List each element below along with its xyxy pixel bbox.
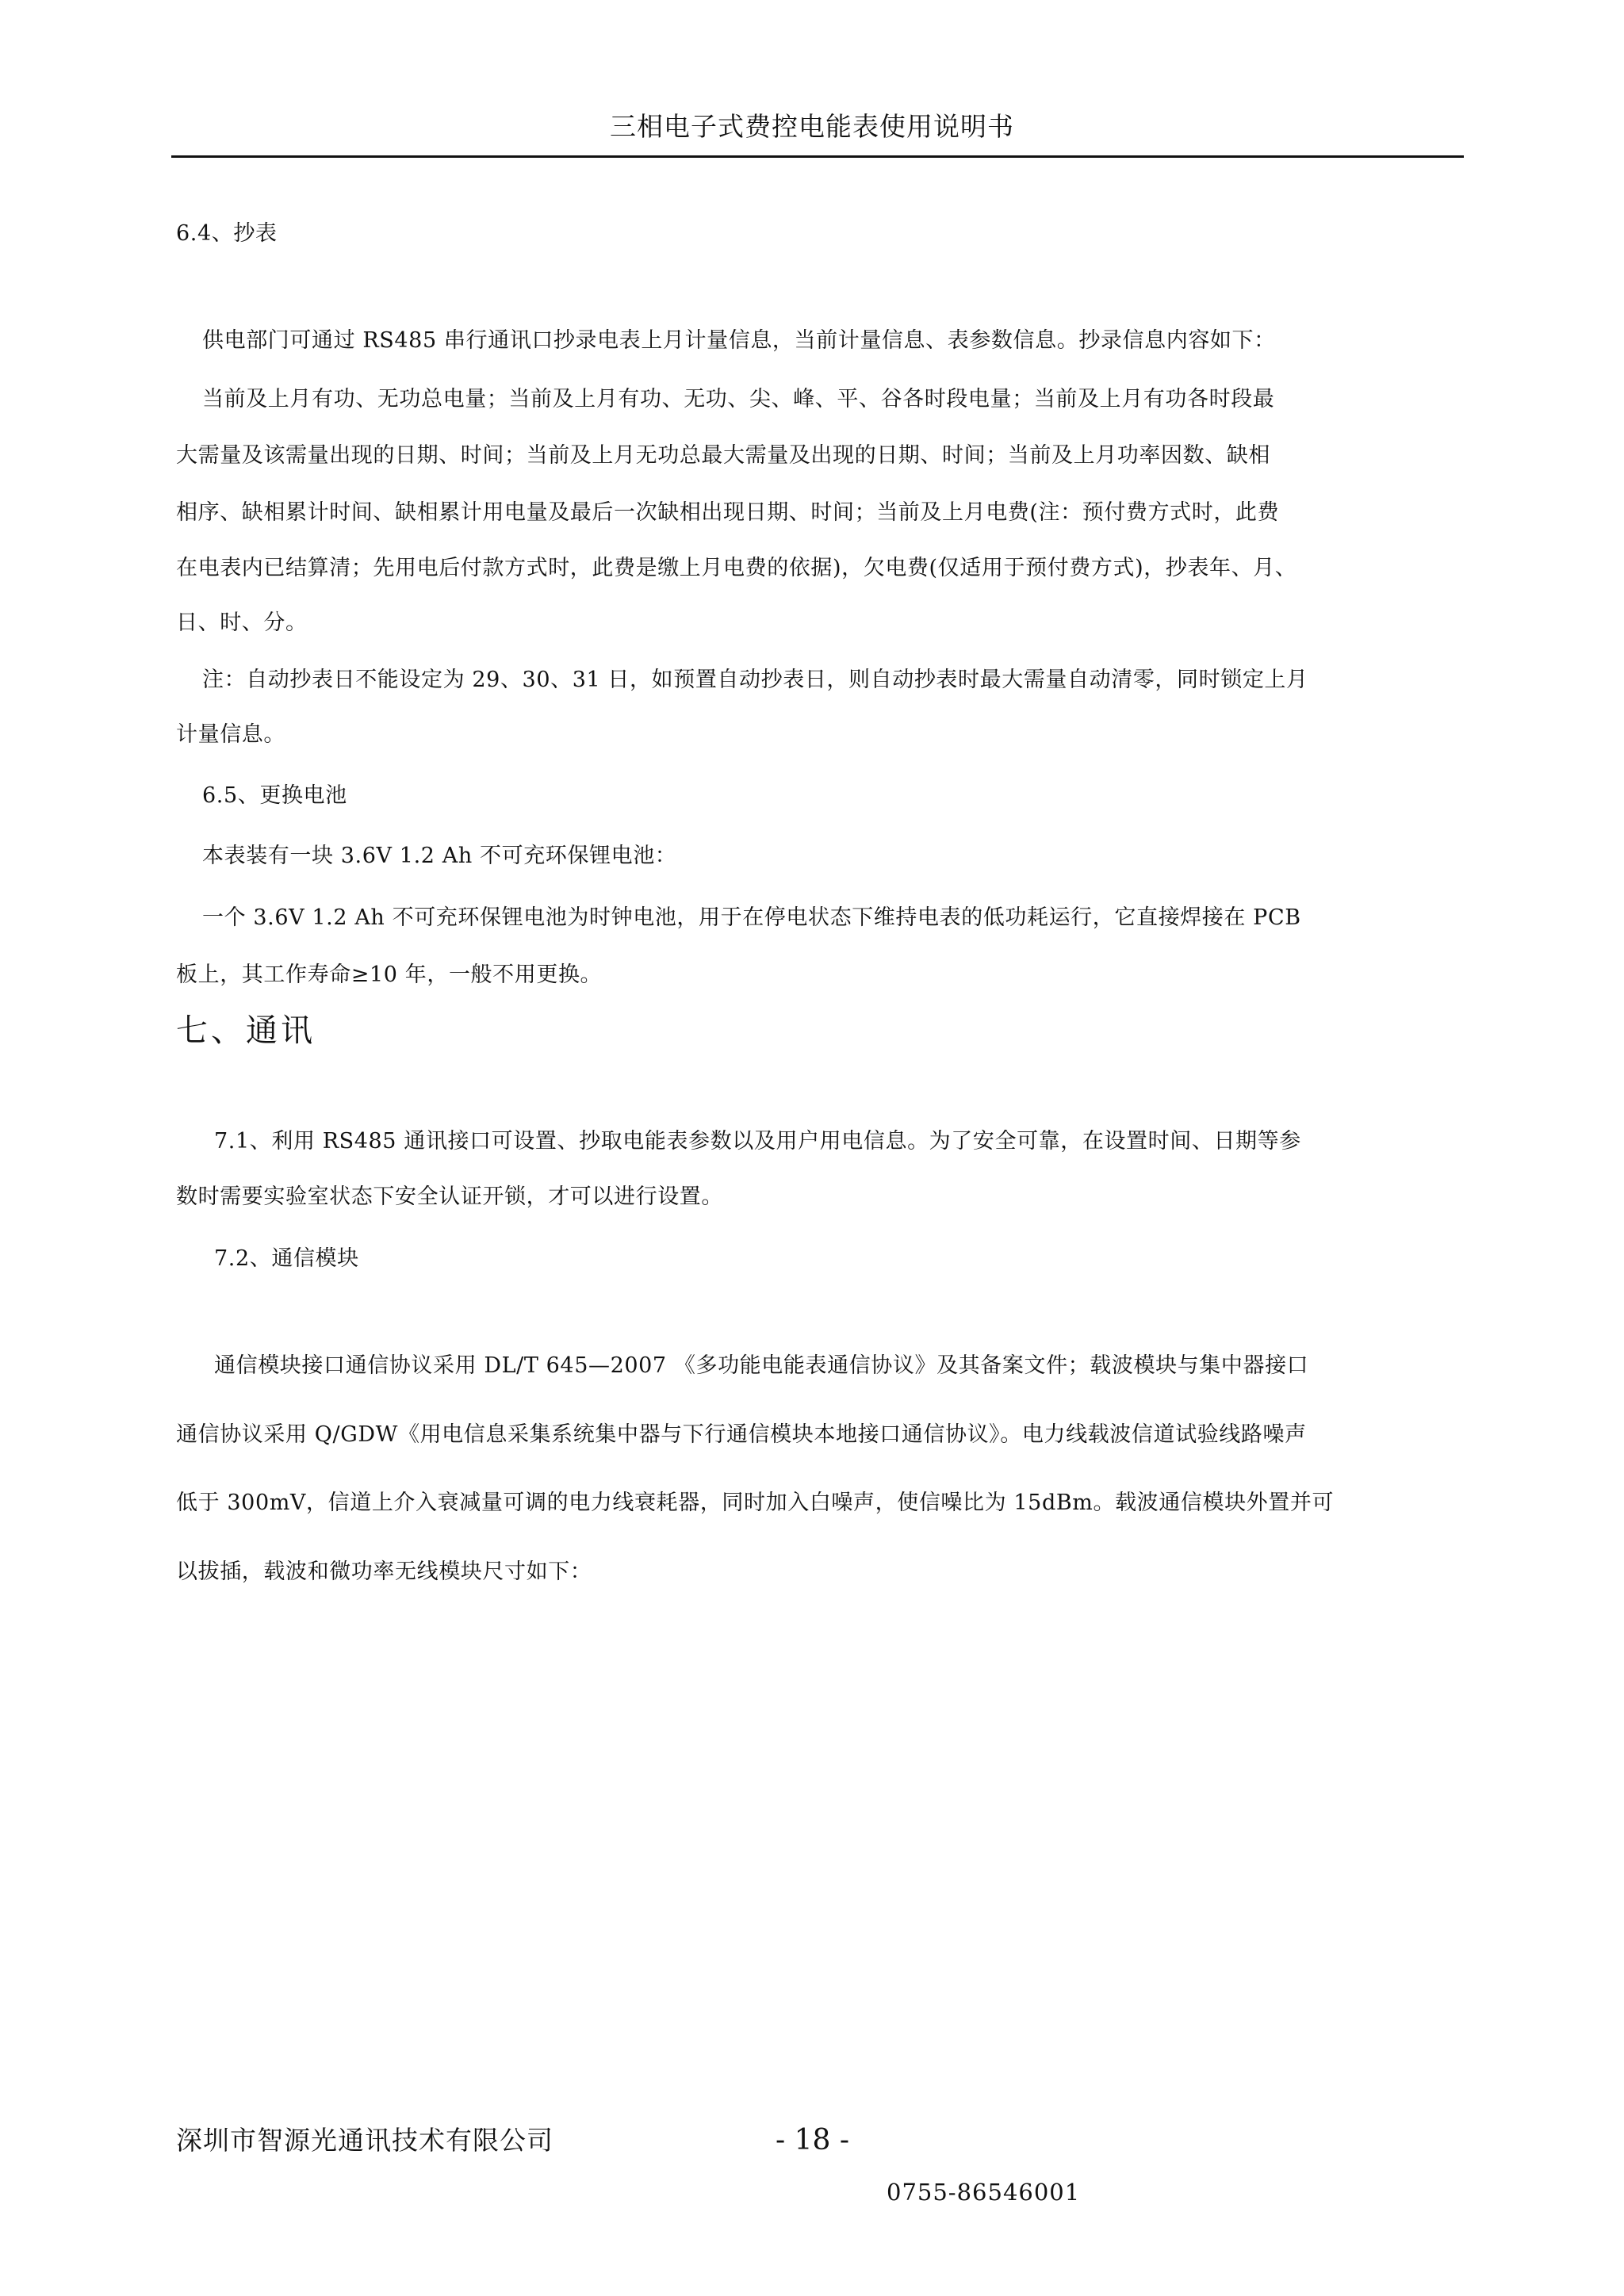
battery-line: 一个 3.6V 1.2 Ah 不可充环保锂电池为时钟电池，用于在停电状态下维持电表的低功耗运行，它直接焊接在 PCB bbox=[202, 905, 1301, 930]
footer-page-number: - 18 - bbox=[776, 2124, 850, 2156]
footer-company-name: 深圳市智源光通讯技术有限公司 bbox=[176, 2125, 553, 2156]
note-line: 注：自动抄表日不能设定为 29、30、31 日，如预置自动抄表日，则自动抄表时最大需量自动清零，同时锁定上月 bbox=[202, 668, 1308, 692]
paragraph-line: 相序、缺相累计时间、缺相累计用电量及最后一次缺相出现日期、时间；当前及上月电费(注：预付费方式时，此费 bbox=[176, 500, 1280, 525]
paragraph-line: 日、时、分。 bbox=[176, 610, 308, 635]
module-line: 通信模块接口通信协议采用 DL/T 645—2007 《多功能电能表通信协议》及其备案文件；载波模块与集中器接口 bbox=[214, 1353, 1309, 1378]
section-7-2-heading: 7.2、通信模块 bbox=[214, 1246, 359, 1271]
module-line: 通信协议采用 Q/GDW《用电信息采集系统集中器与下行通信模块本地接口通信协议》。电力线载波信道试验线路噪声 bbox=[176, 1422, 1307, 1447]
paragraph-line: 当前及上月有功、无功总电量；当前及上月有功、无功、尖、峰、平、谷各时段电量；当前及上月有功各时段最 bbox=[202, 387, 1275, 411]
paragraph-line: 在电表内已结算清；先用电后付款方式时，此费是缴上月电费的依据)，欠电费(仅适用于预付费方式)，抄表年、月、 bbox=[176, 556, 1297, 580]
footer-phone-number: 0755-86546001 bbox=[887, 2179, 1081, 2206]
battery-intro: 本表装有一块 3.6V 1.2 Ah 不可充环保锂电池： bbox=[202, 844, 677, 868]
section-7-1-line: 7.1、利用 RS485 通讯接口可设置、抄取电能表参数以及用户用电信息。为了安全可靠，在设置时间、日期等参 bbox=[214, 1129, 1301, 1154]
header-divider bbox=[171, 155, 1464, 158]
section-6-4-heading: 6.4、抄表 bbox=[176, 221, 278, 246]
paragraph-line: 大需量及该需量出现的日期、时间；当前及上月无功总最大需量及出现的日期、时间；当前及上月功率因数、缺相 bbox=[176, 443, 1270, 468]
module-line: 低于 300mV，信道上介入衰减量可调的电力线衰耗器，同时加入白噪声，使信噪比为 15dBm。载波通信模块外置并可 bbox=[176, 1490, 1335, 1515]
module-line: 以拔插，载波和微功率无线模块尺寸如下： bbox=[176, 1559, 592, 1584]
section-6-5-heading: 6.5、更换电池 bbox=[202, 783, 347, 808]
paragraph-meter-reading-intro: 供电部门可通过 RS485 串行通讯口抄录电表上月计量信息，当前计量信息、表参数信息。抄录信息内容如下： bbox=[202, 328, 1276, 353]
chapter-7-heading: 七、通讯 bbox=[176, 1012, 316, 1049]
battery-line: 板上，其工作寿命≥10 年，一般不用更换。 bbox=[176, 962, 603, 987]
section-7-1-line: 数时需要实验室状态下安全认证开锁，才可以进行设置。 bbox=[176, 1184, 723, 1209]
page-header-title: 三相电子式费控电能表使用说明书 bbox=[610, 111, 1014, 142]
note-line: 计量信息。 bbox=[176, 722, 285, 747]
